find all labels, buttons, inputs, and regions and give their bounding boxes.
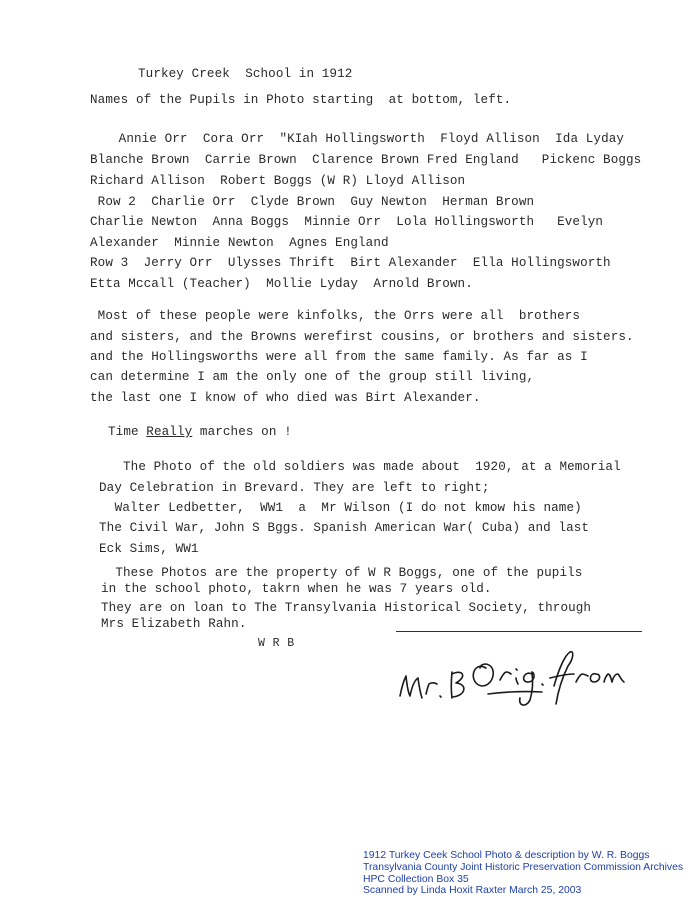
paragraph-line: They are on loan to The Transylvania Historical Society, through [101, 601, 592, 615]
document-subtitle: Names of the Pupils in Photo starting at bottom, left. [90, 93, 512, 107]
paragraph-line: These Photos are the property of W R Boggs, one of the pupils [100, 566, 583, 580]
handwritten-signature [392, 636, 632, 710]
paragraph-line: Mrs Elizabeth Rahn. [101, 617, 247, 631]
paragraph-line: Most of these people were kinfolks, the Orrs were all brothers [90, 309, 581, 323]
caption-line: 1912 Turkey Ceek School Photo & description by W. R. Boggs [363, 850, 650, 861]
pupil-line: Row 3 Jerry Orr Ulysses Thrift Birt Alexander Ella Hollingsworth [90, 256, 611, 270]
pupil-line: Richard Allison Robert Boggs (W R) Lloyd Allison [90, 174, 466, 188]
paragraph-line: Eck Sims, WW1 [99, 542, 199, 556]
pupil-line: Alexander Minnie Newton Agnes England [90, 236, 389, 250]
pupil-line: Etta Mccall (Teacher) Mollie Lyday Arnold Brown. [90, 277, 473, 291]
document-title: Turkey Creek School in 1912 [138, 67, 353, 81]
pupil-line: Annie Orr Cora Orr "KIah Hollingsworth Floyd Allison Ida Lyday [111, 132, 625, 146]
pupil-line: Charlie Newton Anna Boggs Minnie Orr Lola Hollingsworth Evelyn [90, 215, 604, 229]
caption-line: Transylvania County Joint Historic Preservation Commission Archives [363, 861, 684, 873]
paragraph-line: and the Hollingsworths were all from the same family. As far as I [90, 350, 588, 364]
time-prefix: Time [108, 425, 147, 439]
archive-caption [363, 850, 683, 897]
really-underlined: Really [146, 425, 193, 439]
paragraph-line: can determine I am the only one of the group still living, [90, 370, 535, 384]
paragraph-line: Day Celebration in Brevard. They are left to right; [99, 481, 490, 495]
pupil-line: Blanche Brown Carrie Brown Clarence Brown Fred England Pickenc Boggs [90, 153, 642, 167]
time-marches-line [108, 425, 292, 439]
time-suffix: marches on ! [192, 425, 292, 439]
initials: W R B [258, 637, 295, 650]
paragraph-line: and sisters, and the Browns werefirst cousins, or brothers and sisters. [90, 330, 634, 344]
caption-line: HPC Collection Box 35 [363, 873, 469, 885]
signature-rule [396, 631, 642, 632]
paragraph-line: Walter Ledbetter, WW1 a Mr Wilson (I do not kmow his name) [107, 501, 582, 515]
paragraph-line: in the school photo, takrn when he was 7 years old. [101, 582, 492, 596]
paragraph-line: The Photo of the old soldiers was made about 1920, at a Memorial [123, 460, 621, 474]
pupil-line: Row 2 Charlie Orr Clyde Brown Guy Newton Herman Brown [90, 195, 535, 209]
paragraph-line: The Civil War, John S Bggs. Spanish American War( Cuba) and last [99, 521, 590, 535]
paragraph-line: the last one I know of who died was Birt Alexander. [90, 391, 481, 405]
caption-line: Scanned by Linda Hoxit Raxter March 25, 2003 [363, 885, 582, 897]
